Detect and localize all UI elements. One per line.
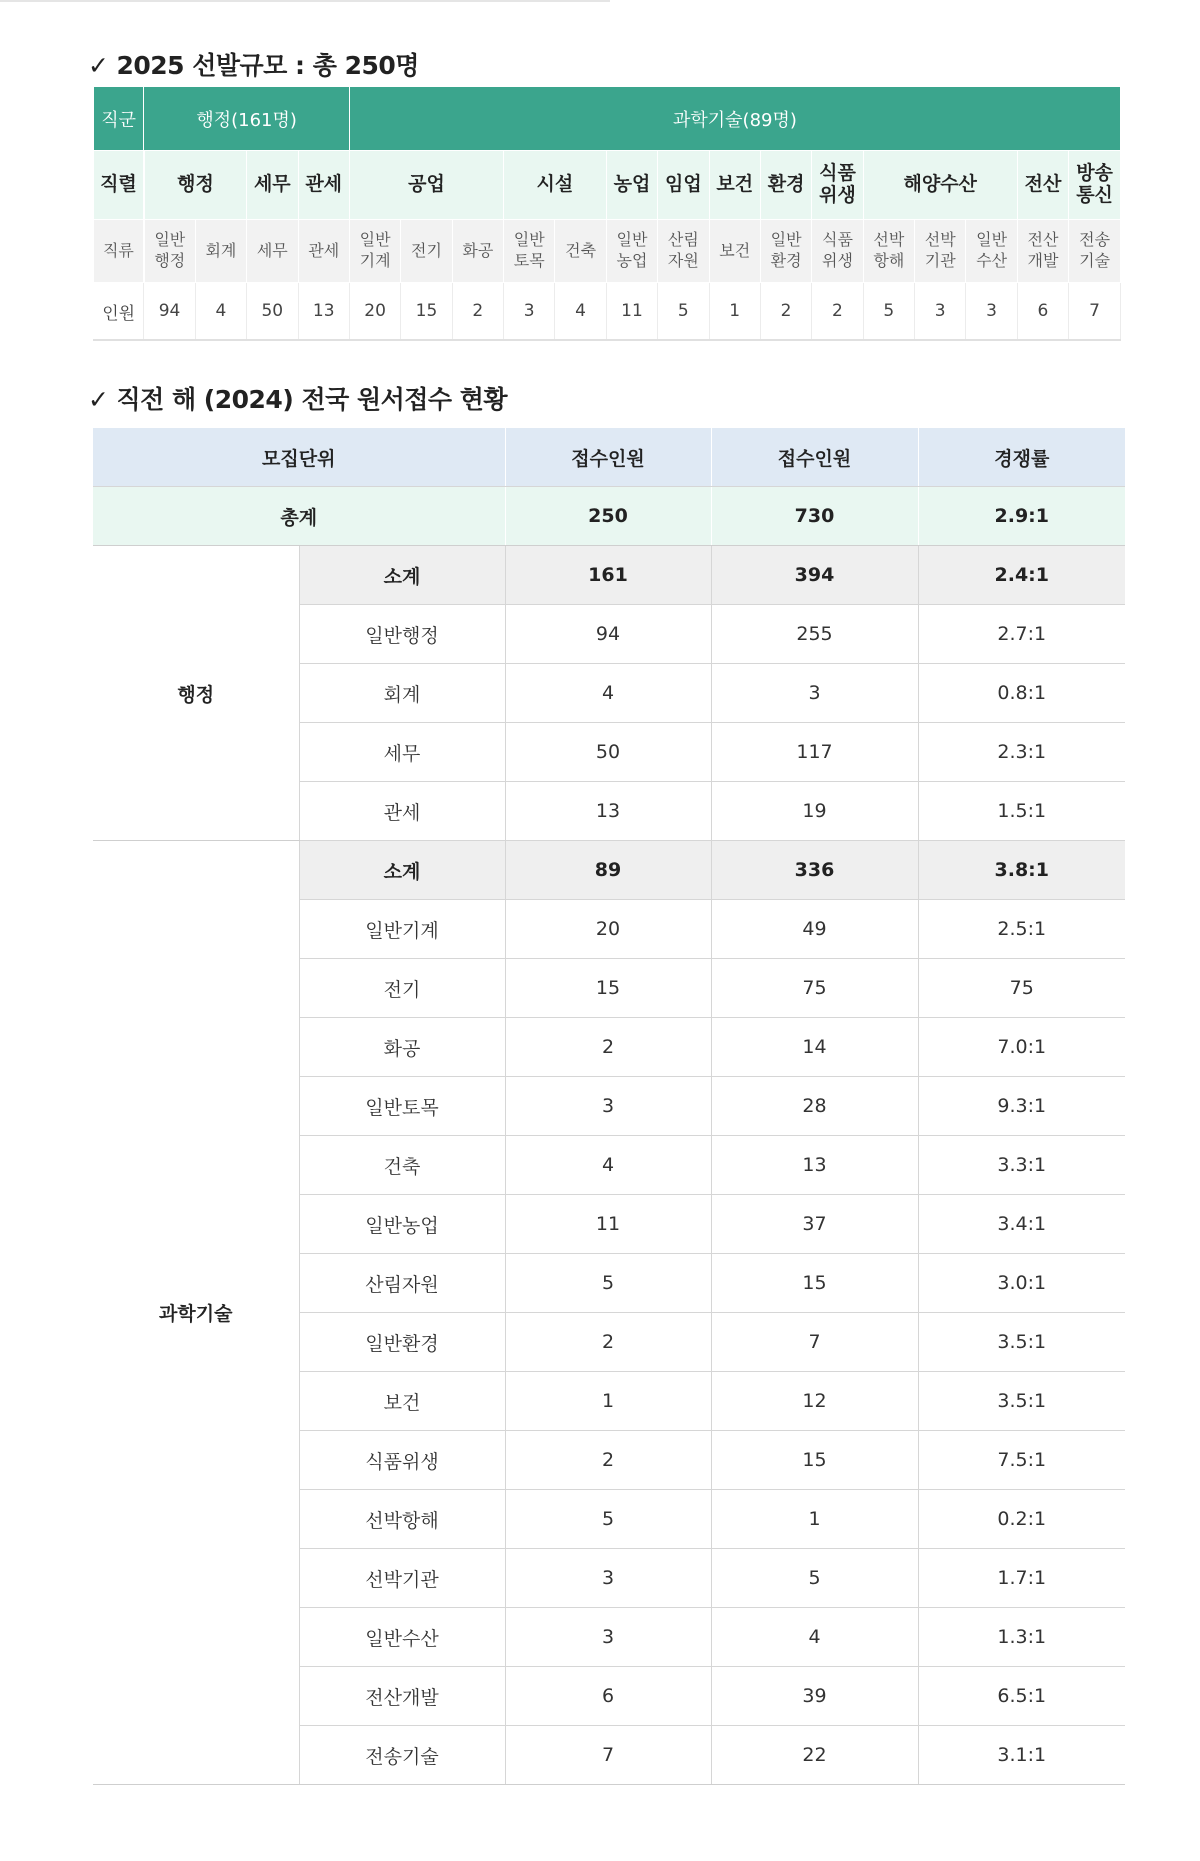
count-cell: 5 [658,283,709,341]
ratio-cell: 9.3:1 [918,1077,1125,1136]
count-cell: 3 [966,283,1017,341]
label-series: 직렬 [94,151,144,220]
unit-name: 일반수산 [299,1608,505,1667]
class-cell: 선박 기관 [915,220,966,283]
ratio-cell: 6.5:1 [918,1667,1125,1726]
unit-name: 식품위생 [299,1431,505,1490]
label-class: 직류 [94,220,144,283]
series-cell: 전산 [1017,151,1068,220]
ratio-cell: 3.4:1 [918,1195,1125,1254]
series-cell: 보건 [709,151,760,220]
quota-cell: 3 [505,1549,711,1608]
count-cell: 2 [760,283,811,341]
applicants-cell: 7 [711,1313,918,1372]
unit-name: 일반기계 [299,900,505,959]
series-cell: 임업 [658,151,709,220]
series-cell: 관세 [298,151,349,220]
ratio-cell: 2.4:1 [918,546,1125,605]
ratio-cell: 2.5:1 [918,900,1125,959]
total-quota: 250 [505,487,711,546]
quota-cell: 1 [505,1372,711,1431]
unit-name: 관세 [299,782,505,841]
total-row [93,487,1125,546]
row-group [94,87,1121,151]
check-icon: ✓ [88,51,109,80]
count-cell: 3 [915,283,966,341]
series-cell: 방송 통신 [1069,151,1121,220]
count-cell: 15 [401,283,452,341]
class-cell: 전기 [401,220,452,283]
class-cell: 산림 자원 [658,220,709,283]
series-cell: 해양수산 [863,151,1017,220]
count-cell: 11 [606,283,657,341]
row-series [94,151,1121,220]
table-header [93,428,1125,487]
group-name: 행정 [93,546,299,841]
quota-cell: 5 [505,1490,711,1549]
applicants-cell: 49 [711,900,918,959]
ratio-cell: 1.5:1 [918,782,1125,841]
count-cell: 4 [555,283,606,341]
applicants-cell: 336 [711,841,918,900]
label-count: 인원 [94,283,144,341]
unit-name: 일반농업 [299,1195,505,1254]
subtotal-row [93,841,1125,900]
total-ratio: 2.9:1 [918,487,1125,546]
applicants-cell: 12 [711,1372,918,1431]
count-cell: 2 [452,283,503,341]
quota-cell: 11 [505,1195,711,1254]
applicants-cell: 255 [711,605,918,664]
unit-name: 일반행정 [299,605,505,664]
ratio-cell: 1.7:1 [918,1549,1125,1608]
count-cell: 20 [349,283,400,341]
class-cell: 화공 [452,220,503,283]
applicants-cell: 14 [711,1018,918,1077]
selection-size-table [93,86,1121,341]
quota-cell: 13 [505,782,711,841]
class-cell: 전산 개발 [1017,220,1068,283]
quota-cell: 2 [505,1431,711,1490]
section-2-title [88,380,507,416]
group-name: 과학기술 [93,841,299,1785]
class-cell: 건축 [555,220,606,283]
quota-cell: 3 [505,1608,711,1667]
application-status-table [93,428,1125,1785]
count-cell: 13 [298,283,349,341]
ratio-cell: 7.5:1 [918,1431,1125,1490]
header-unit: 모집단위 [93,428,505,487]
class-cell: 일반 기계 [349,220,400,283]
count-cell: 4 [195,283,246,341]
class-cell: 관세 [298,220,349,283]
unit-name: 일반환경 [299,1313,505,1372]
class-cell: 회계 [195,220,246,283]
quota-cell: 4 [505,664,711,723]
series-cell: 시설 [504,151,607,220]
quota-cell: 89 [505,841,711,900]
quota-cell: 20 [505,900,711,959]
series-cell: 농업 [606,151,657,220]
ratio-cell: 3.3:1 [918,1136,1125,1195]
applicants-cell: 19 [711,782,918,841]
ratio-cell: 0.8:1 [918,664,1125,723]
applicants-cell: 3 [711,664,918,723]
unit-name: 건축 [299,1136,505,1195]
section-2-title-text: 직전 해 (2024) 전국 원서접수 현황 [116,385,508,414]
subtotal-row [93,546,1125,605]
quota-cell: 3 [505,1077,711,1136]
series-cell: 공업 [349,151,503,220]
class-cell: 전송 기술 [1069,220,1121,283]
header-quota: 접수인원 [505,428,711,487]
class-cell: 일반 수산 [966,220,1017,283]
unit-name: 산림자원 [299,1254,505,1313]
ratio-cell: 7.0:1 [918,1018,1125,1077]
applicants-cell: 37 [711,1195,918,1254]
group-sci: 과학기술(89명) [349,87,1120,151]
applicants-cell: 22 [711,1726,918,1785]
series-cell: 환경 [760,151,811,220]
class-cell: 일반 농업 [606,220,657,283]
ratio-cell: 3.8:1 [918,841,1125,900]
row-count [94,283,1121,341]
unit-name: 회계 [299,664,505,723]
quota-cell: 2 [505,1313,711,1372]
ratio-cell: 2.7:1 [918,605,1125,664]
applicants-cell: 117 [711,723,918,782]
series-cell: 식품 위생 [812,151,863,220]
unit-name: 세무 [299,723,505,782]
applicants-cell: 15 [711,1254,918,1313]
header-applicants: 접수인원 [711,428,918,487]
header-ratio: 경쟁률 [918,428,1125,487]
class-cell: 세무 [247,220,298,283]
count-cell: 7 [1069,283,1121,341]
applicants-cell: 15 [711,1431,918,1490]
applicants-cell: 75 [711,959,918,1018]
unit-name: 전산개발 [299,1667,505,1726]
count-cell: 50 [247,283,298,341]
top-divider [0,0,610,2]
unit-name: 화공 [299,1018,505,1077]
ratio-cell: 0.2:1 [918,1490,1125,1549]
count-cell: 2 [812,283,863,341]
count-cell: 94 [144,283,195,341]
ratio-cell: 3.0:1 [918,1254,1125,1313]
total-label: 총계 [93,487,505,546]
applicants-cell: 39 [711,1667,918,1726]
count-cell: 5 [863,283,914,341]
quota-cell: 161 [505,546,711,605]
applicants-cell: 28 [711,1077,918,1136]
quota-cell: 4 [505,1136,711,1195]
ratio-cell: 3.1:1 [918,1726,1125,1785]
class-cell: 일반 행정 [144,220,195,283]
count-cell: 3 [504,283,555,341]
class-cell: 보건 [709,220,760,283]
quota-cell: 50 [505,723,711,782]
quota-cell: 94 [505,605,711,664]
quota-cell: 2 [505,1018,711,1077]
section-1-title [88,46,419,82]
quota-cell: 7 [505,1726,711,1785]
applicants-cell: 394 [711,546,918,605]
class-cell: 선박 항해 [863,220,914,283]
series-cell: 세무 [247,151,298,220]
applicants-cell: 5 [711,1549,918,1608]
count-cell: 6 [1017,283,1068,341]
ratio-cell: 75 [918,959,1125,1018]
section-1-title-text: 2025 선발규모 : 총 250명 [116,51,419,80]
quota-cell: 15 [505,959,711,1018]
total-applicants: 730 [711,487,918,546]
unit-name: 소계 [299,841,505,900]
applicants-cell: 4 [711,1608,918,1667]
ratio-cell: 3.5:1 [918,1313,1125,1372]
applicants-cell: 13 [711,1136,918,1195]
row-class [94,220,1121,283]
unit-name: 선박항해 [299,1490,505,1549]
applicants-cell: 1 [711,1490,918,1549]
ratio-cell: 1.3:1 [918,1608,1125,1667]
unit-name: 전송기술 [299,1726,505,1785]
count-cell: 1 [709,283,760,341]
class-cell: 일반 환경 [760,220,811,283]
unit-name: 소계 [299,546,505,605]
ratio-cell: 3.5:1 [918,1372,1125,1431]
group-admin: 행정(161명) [144,87,350,151]
unit-name: 보건 [299,1372,505,1431]
quota-cell: 6 [505,1667,711,1726]
ratio-cell: 2.3:1 [918,723,1125,782]
unit-name: 전기 [299,959,505,1018]
label-group: 직군 [94,87,144,151]
series-cell: 행정 [144,151,247,220]
unit-name: 일반토목 [299,1077,505,1136]
check-icon: ✓ [88,385,109,414]
class-cell: 식품 위생 [812,220,863,283]
quota-cell: 5 [505,1254,711,1313]
class-cell: 일반 토목 [504,220,555,283]
unit-name: 선박기관 [299,1549,505,1608]
